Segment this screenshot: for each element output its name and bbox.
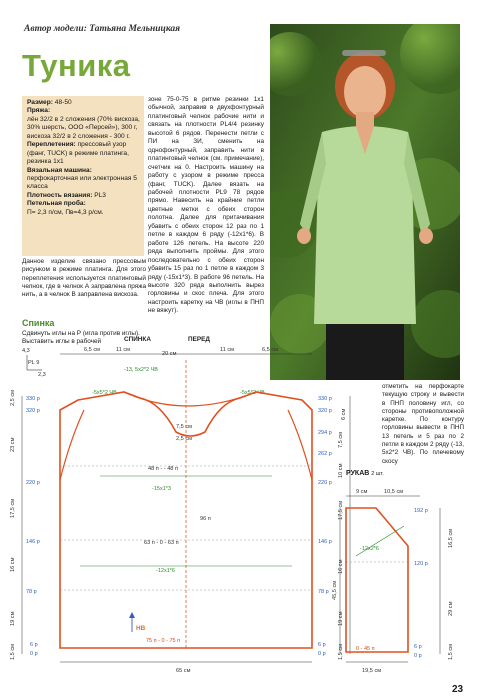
density-value: PL3 [94,191,106,199]
neck-front-label: -13, 5х2*2 ЧВ [124,367,158,373]
sleeve-row-6: 6 р [414,644,422,650]
left-row-78: 78 р [26,589,37,595]
sleeve-title [346,470,384,477]
right-height-6: 19 см [338,611,344,626]
sleeve-height-2: 29 см [448,601,454,616]
author-line: Автор модели: Татьяна Мельницкая [24,24,181,34]
right-height-4: 17,5 см [338,500,344,520]
sleeve-bottom-label: 0 - 45 п [356,646,375,652]
sleeve-height-4: 1,5 см [448,644,454,660]
right-height-5: 16 см [338,559,344,574]
front-header: ПЕРЕД [188,336,210,343]
left-row-220: 220 р [26,480,40,486]
left-armhole [60,410,84,480]
neck-right-label: -5х5*2 ЧВ [240,390,265,396]
instructions-column: зоне 75-0-75 в ритме резинки 1х1 обычной, заправив в двухфонтурный платинговый челнок рабочие нити и связать на плотности PL4/4 резинку высотой 6 рядов. Перенести петли с ПИ на ЗИ, сменить на однофонтурный, заправить нити в платинговый челнок (см. примечание), счетчик на 0. Настроить машину на работу с узором в режиме пресса (фанг, TUCK). Далее вязать на рабочей плотности PL9 78 рядов прямо. Навесить на крайние петли цветные метки с обеих сторон полотна. Далее для притачивания убавить с обеих сторон 12 раз по 1 петле в каждом 6 ряду (-12х1*6). В работе 126 петель. На высоте 220 ряда выполнить проймы. Для этого последовательно с обеих сторон убавить 15 раз по 1 петле в каждом 3 ряду (-15х1*3). В работе 96 петель. На высоте 320 ряда выполнить вырез горловины и скос плеча. Для этого настроить каретку на ЧВ (иглы в ПНП не вяжут). [148,96,264,315]
sleeve-top-dim-2: 10,5 см [384,489,404,495]
sleeve-title-text: РУКАВ [346,470,370,477]
left-height-2: 23 см [10,437,16,452]
sleeve-top-dim-1: 9 см [356,489,368,495]
bottom-label: 75 п - 0 - 75 п [146,638,181,644]
line-63-label: 63 п - 0 - 63 п [144,540,179,546]
sleeve-inc-arrow [356,526,404,556]
right-height-1: 6 см [341,408,347,420]
pl-label: PL 9 [28,360,40,366]
right-row-220: 220 р [318,480,332,486]
sleeve-height-3: 45,5 см [332,580,338,600]
section-title: Спинка [22,318,55,328]
left-height-6: 1,5 см [10,644,16,660]
pattern-label: Переплетения: [27,141,76,149]
top-dim-4: 11 см [220,347,235,353]
pl-side-value: 2,3 [38,372,46,378]
section-text: Сдвинуть иглы на Р (игла против иглы). Выставить иглы в рабочей [22,330,140,346]
probe-value: П= 2,3 п/см, Пв=4,3 р/см. [27,208,104,216]
armhole-label: -15х1*3 [152,486,171,492]
nv-arrow-head [129,612,135,618]
left-row-146: 146 р [26,539,40,545]
shoulder-drop: 2,5 см [176,436,192,442]
right-row-262: 262 р [318,451,332,457]
left-row-330: 330 р [26,396,40,402]
top-dim-1: 6,5 см [84,347,100,353]
left-row-0: 0 р [30,651,38,657]
right-height-7: 1,5 см [338,644,344,660]
right-armhole [288,410,312,480]
sleeve-inc-label: -12х2*6 [360,546,379,552]
back-header: СПИНКА [124,336,151,343]
right-row-6: 6 р [318,642,326,648]
sleeve-row-192: 192 р [414,508,428,514]
right-row-0: 0 р [318,651,326,657]
waist-label: -12х1*6 [156,568,175,574]
yarn-note: Данное изделие связано прессовым рисунком в режиме платинга. Для этого переплетения используется платинговый челнок, где в челнок А заправлена пряжа нить, а в челнок В заправлена вискоза. [22,258,146,299]
left-height-4: 16 см [10,557,16,572]
yarn-value: лён 32/2 в 2 сложения (70% вискоза, 30% шерсть, ООО «Персей»), 300 г, вискоза 32/2 в 2 сложения - 300 г. [27,115,140,140]
right-row-330: 330 р [318,396,332,402]
neck-back-label: -5х5*2 ЧВ [92,390,117,396]
right-row-294: 294 р [318,430,332,436]
pl-top-value: 4,3 [22,348,30,354]
probe-label: Петельная проба: [27,200,86,208]
page-number: 23 [452,684,464,695]
machine-label: Вязальная машина: [27,166,92,174]
sleeve-height-1: 16,5 см [448,528,454,548]
sleeve-row-0: 0 р [414,653,422,659]
top-dim-5: 6,5 см [262,347,278,353]
width-label: 65 см [176,668,191,674]
neck-depth: 7,5 см [176,424,192,430]
right-row-78: 78 р [318,589,329,595]
size-label: Размер: [27,99,53,106]
machine-value: перфокарточная или электронная 5 класса [27,174,137,191]
left-row-6: 6 р [30,642,38,648]
right-row-320: 320 р [318,408,332,414]
yarn-label: Пряжа: [27,107,51,115]
line-48-label: 48 п - - 48 п [148,466,178,472]
page-title: Туника [22,48,131,83]
sleeve-count: 2 шт. [371,471,384,477]
sleeve-row-120: 120 р [414,561,428,567]
left-height-5: 19 см [10,611,16,626]
pattern-value: прессовый узор (фанг, TUCK) в режиме платинга, резинка 1х1 [27,141,129,166]
nv-label: НВ [136,625,146,632]
right-height-2: 7,5 см [338,432,344,448]
size-value: 48-50 [54,99,72,106]
left-height-3: 17,5 см [10,498,16,518]
armhole-count: 96 п [200,516,211,522]
right-height-3: 10 см [338,463,344,478]
sleeve-width: 19,5 см [362,668,382,674]
right-row-146: 146 р [318,539,332,545]
top-dim-2: 11 см [116,347,131,353]
top-dim-3: 20 см [162,351,177,357]
density-label: Плотность вязания: [27,191,93,199]
back-neckline [124,392,256,406]
left-height-1: 2,5 см [10,390,16,406]
left-row-320: 320 р [26,408,40,414]
neckline-instructions: отметить на перфокарте текущую строку и вывести в ПНП половину игл, со стороны противоположной каретке. По контуру горловины вывести в ПНП 13 петель и 5 раз по 2 петли в каждом 2 ряду (-13, 5х2*2 ЧВ). По плечевому скосу [382,383,464,465]
